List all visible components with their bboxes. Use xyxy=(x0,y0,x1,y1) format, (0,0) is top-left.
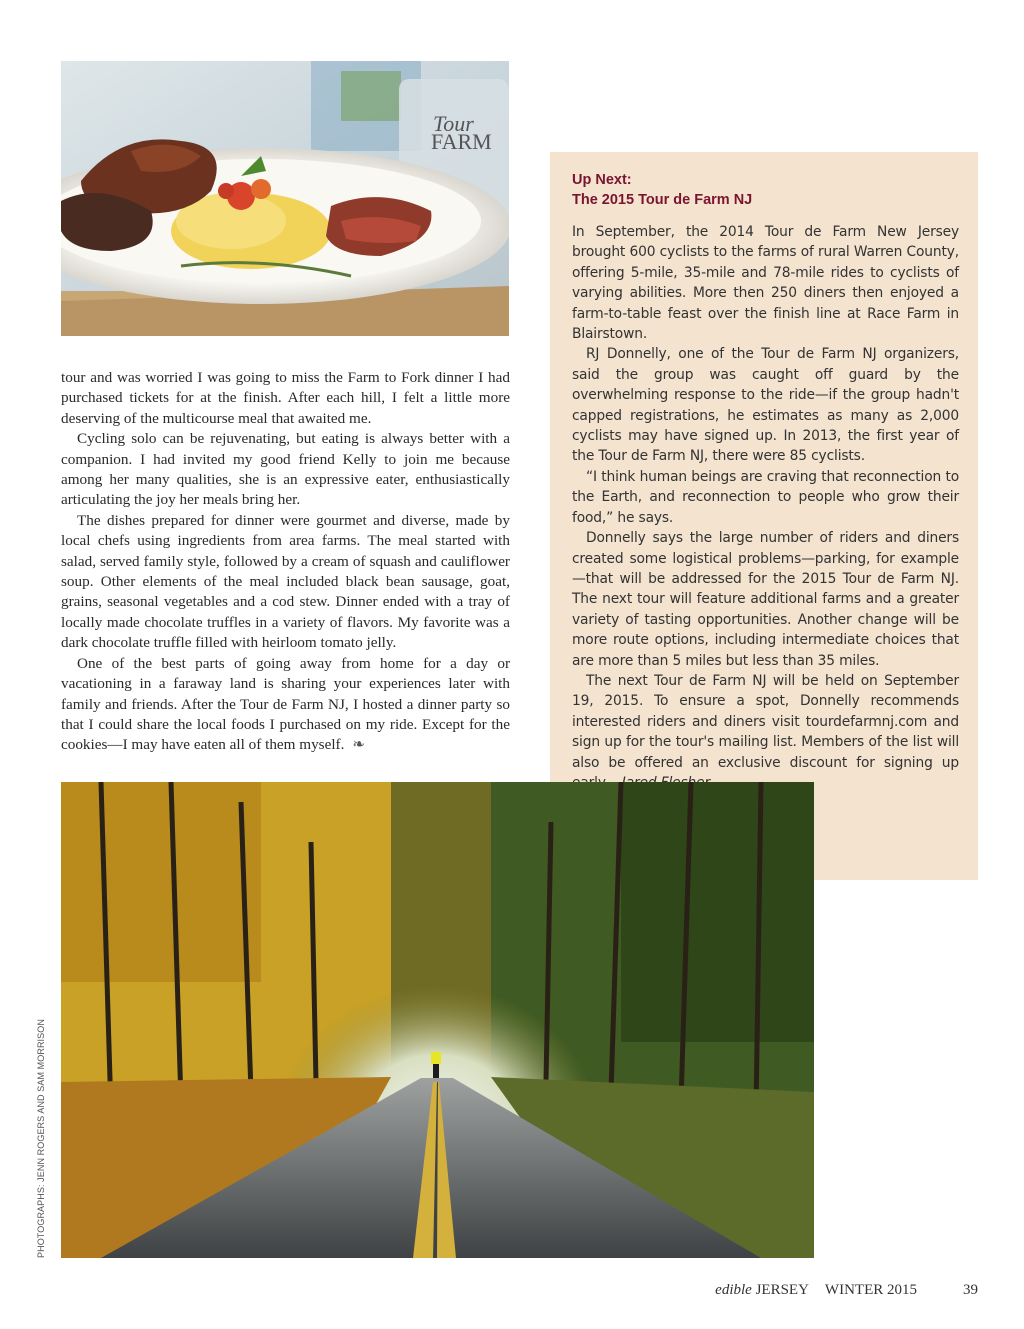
sidebar-paragraph: Donnelly says the large number of riders and diners created some logistical problems—parking, for example—that will be addressed for the 2015 Tour de Farm NJ. The next tour will feature additional farms and a greater variety of tasting opportunities. Another change will be more route options, including intermediate choices that are more than 5 miles but less than 35 miles. xyxy=(572,530,959,669)
sidebar-box xyxy=(550,152,978,880)
footer-brand-jersey: JERSEY xyxy=(755,1282,809,1298)
dinner-plate-illustration xyxy=(61,61,509,336)
sidebar-paragraph-text: The next Tour de Farm NJ will be held on September 19, 2015. To ensure a spot, Donnelly recommends interested riders and diners visit tourdefarmnj.com and sign up for the tour's mailing list. Members of the list will also be offered an exclusive discount for signing up xyxy=(572,672,959,771)
sidebar-paragraph: In September, the 2014 Tour de Farm New Jersey brought 600 cyclists to the farms of rural Warren County, offering 5-mile, 35-mile and 78-mile rides to cyclists of varying abilities. More then 250 diners then enjoyed a farm-to-table feast over the finish line at Race Farm in Blairstown. xyxy=(572,224,959,343)
sidebar-paragraph xyxy=(572,671,959,793)
sidebar-heading-line1: Up Next: xyxy=(572,172,632,188)
article-paragraph-text: One of the best parts of going away from home for a day or vacationing in a faraway land is sharing your experiences later with family and friends. After the Tour de Farm NJ, I hosted a dinner party so that I could share the local foods I purchased on my ride. Except for the cookies—I may have eaten all of them myself. xyxy=(61,654,510,754)
sidebar-heading xyxy=(572,170,959,210)
sidebar-paragraph: RJ Donnelly, one of the Tour de Farm NJ organizers, said the group was caught off guard by the overwhelming response to the ride—if the group hadn't capped registrations, he estimates as many as 2,000 cyclists may have signed up. In 2013, the first year of the Tour de Farm NJ, there were 85 cyclists. xyxy=(572,346,959,465)
footer-brand-edible: edible xyxy=(715,1282,752,1298)
autumn-road-photo xyxy=(61,782,814,1258)
article-paragraph: The dishes prepared for dinner were gourmet and diverse, made by local chefs using ingredients from area farms. The meal started with salad, served family style, followed by a cream of squash and cauliflower soup. Other elements of the meal included black bean sausage, goat, grains, seasonal vegetables and a cod stew. Dinner ended with a tray of locally made chocolate truffles in a variety of flavors. My favorite was a dark chocolate truffle filled with heirloom tomato jelly. xyxy=(61,511,510,652)
sidebar-paragraph: “I think human beings are craving that reconnection to the Earth, and reconnection to people who grow their food,” he says. xyxy=(572,468,959,526)
sidebar-heading-line2: The 2015 Tour de Farm NJ xyxy=(572,192,753,208)
autumn-road-illustration xyxy=(61,782,814,1258)
page-number: 39 xyxy=(963,1282,978,1298)
svg-text:FARM: FARM xyxy=(431,129,492,154)
end-mark-icon: ❧ xyxy=(352,736,366,754)
photo-credit: PHOTOGRAPHS: JENN ROGERS AND SAM MORRISON xyxy=(36,1019,46,1258)
footer-issue: WINTER 2015 xyxy=(824,1282,917,1298)
article-paragraph: tour and was worried I was going to miss the Farm to Fork dinner I had purchased tickets for at the finish. After each hill, I felt a little more deserving of the multicourse meal that awaited me. xyxy=(61,369,510,427)
page-footer xyxy=(715,1282,978,1299)
article-paragraph: Cycling solo can be rejuvenating, but eating is always better with a companion. I had invited my good friend Kelly to join me because among her many qualities, she is an expressive eater, enthusiastically articulating the joy her meals bring her. xyxy=(61,430,510,509)
sidebar-body xyxy=(572,222,959,793)
article-body xyxy=(61,368,510,756)
svg-text:Tour: Tour xyxy=(433,111,474,136)
article-paragraph xyxy=(61,654,510,756)
dinner-plate-photo xyxy=(61,61,509,336)
